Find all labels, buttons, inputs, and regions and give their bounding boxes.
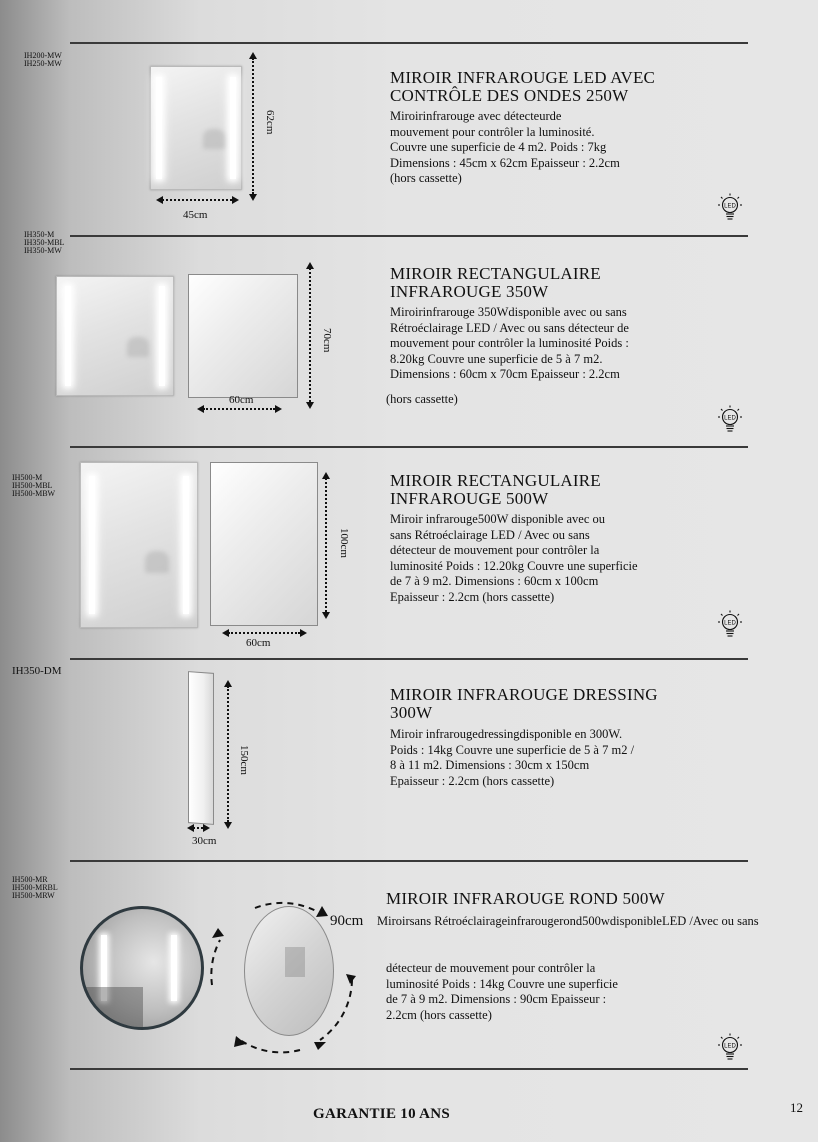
width-dimension-line	[162, 199, 232, 201]
product-codes: IH500-M IH500-MBL IH500-MBW	[12, 473, 56, 498]
product-codes: IH200-MW IH250-MW	[24, 51, 62, 68]
product-codes: IH500-MR IH500-MRBL IH500-MRW	[12, 875, 58, 900]
divider	[70, 446, 748, 448]
arrow-right-icon	[300, 629, 307, 637]
round-led-mirror-image	[80, 906, 204, 1030]
width-dimension-line	[203, 408, 275, 410]
height-label: 100cm	[338, 528, 350, 558]
divider	[70, 42, 748, 44]
height-label: 62cm	[264, 110, 276, 135]
led-bulb-icon	[717, 405, 743, 435]
led-mirror-image	[80, 462, 198, 628]
width-dimension-line	[193, 827, 203, 829]
dressing-mirror-image	[188, 671, 214, 825]
height-dimension-line	[227, 686, 229, 822]
page-number: 12	[790, 1100, 803, 1115]
product-title: MIROIR RECTANGULAIRE INFRAROUGE 350W	[390, 264, 601, 301]
product-description: détecteur de mouvement pour contrôler la luminosité Poids : 14kg Couvre une superficie de 7 à 9 m2. Dimensions : 90cm Epaisseur : 2.2cm (hors cassette)	[386, 961, 618, 1022]
product-description-line1: Miroirsans Rétroéclairageinfrarougerond500wdisponibleLED /Avec ou sans	[377, 914, 759, 928]
led-bulb-icon	[717, 193, 743, 223]
divider	[70, 235, 748, 237]
width-label: 45cm	[183, 209, 208, 221]
arrow-right-icon	[275, 405, 282, 413]
arrow-right-icon	[203, 824, 210, 832]
svg-text:LED: LED	[724, 620, 736, 627]
product-codes: IH350-M IH350-MBL IH350-MW	[24, 230, 65, 255]
height-dimension-line	[252, 58, 254, 194]
product-description-tail: (hors cassette)	[386, 392, 458, 406]
product-description: Miroirinfrarouge avec détecteurde mouvement pour contrôler la luminosité. Couvre une superficie de 4 m2. Poids : 7kg Dimensions : 45cm x 62cm Epaisseur : 2.2cm (hors cassette)	[390, 109, 620, 185]
width-label: 60cm	[246, 637, 271, 649]
mirror-image	[188, 274, 298, 398]
mirror-image	[210, 462, 318, 626]
height-dimension-line	[309, 268, 311, 402]
led-mirror-image	[150, 66, 242, 190]
divider	[70, 1068, 748, 1070]
product-description: Miroirinfrarouge 350Wdisponible avec ou sans Rétroéclairage LED / Avec ou sans détecteur de mouvement pour contrôler la luminosité Poids : 8.20kg Couvre une superficie de 5 à 7 m2. Dimensions : 60cm x 70cm Epaisseur : 2.2cm	[390, 305, 629, 381]
arrow-down-icon	[306, 402, 314, 409]
warranty-footer: GARANTIE 10 ANS	[313, 1106, 451, 1122]
arrow-down-icon	[322, 612, 330, 619]
arrow-down-icon	[249, 194, 257, 201]
height-dimension-line	[325, 478, 327, 612]
led-bulb-icon	[717, 610, 743, 640]
svg-text:LED: LED	[724, 203, 736, 210]
product-title: MIROIR INFRAROUGE DRESSING 300W	[390, 685, 658, 722]
product-title: MIROIR INFRAROUGE LED AVEC CONTRÔLE DES ONDES 250W	[390, 68, 656, 105]
width-label: 60cm	[229, 394, 254, 406]
arrow-right-icon	[232, 196, 239, 204]
product-description: Miroir infrarouge500W disponible avec ou sans Rétroéclairage LED / Avec ou sans détecteur de mouvement pour contrôler la luminosité Poids : 12.20kg Couvre une superficie de 7 à 9 m2. Dimensions : 60cm x 100cm Epaisseur : 2.2cm (hors cassette)	[390, 512, 638, 604]
svg-text:LED: LED	[724, 415, 736, 422]
product-description: Miroir infrarougedressingdisponible en 300W. Poids : 14kg Couvre une superficie de 5 à 7 m2 / 8 à 11 m2. Dimensions : 30cm x 150cm Epaisseur : 2.2cm (hors cassette)	[390, 727, 635, 788]
svg-text:LED: LED	[724, 1043, 736, 1050]
height-label: 70cm	[321, 328, 333, 353]
product-title: MIROIR RECTANGULAIRE INFRAROUGE 500W	[390, 471, 601, 508]
divider	[70, 658, 748, 660]
product-codes: IH350-DM	[12, 665, 62, 677]
led-mirror-image	[56, 276, 174, 396]
led-bulb-icon	[717, 1033, 743, 1063]
width-dimension-line	[228, 632, 300, 634]
width-label: 30cm	[192, 835, 217, 847]
diameter-label: 90cm	[330, 913, 364, 929]
height-label: 150cm	[238, 745, 250, 775]
divider	[70, 860, 748, 862]
product-title: MIROIR INFRAROUGE ROND 500W	[386, 889, 665, 908]
arrow-down-icon	[224, 822, 232, 829]
